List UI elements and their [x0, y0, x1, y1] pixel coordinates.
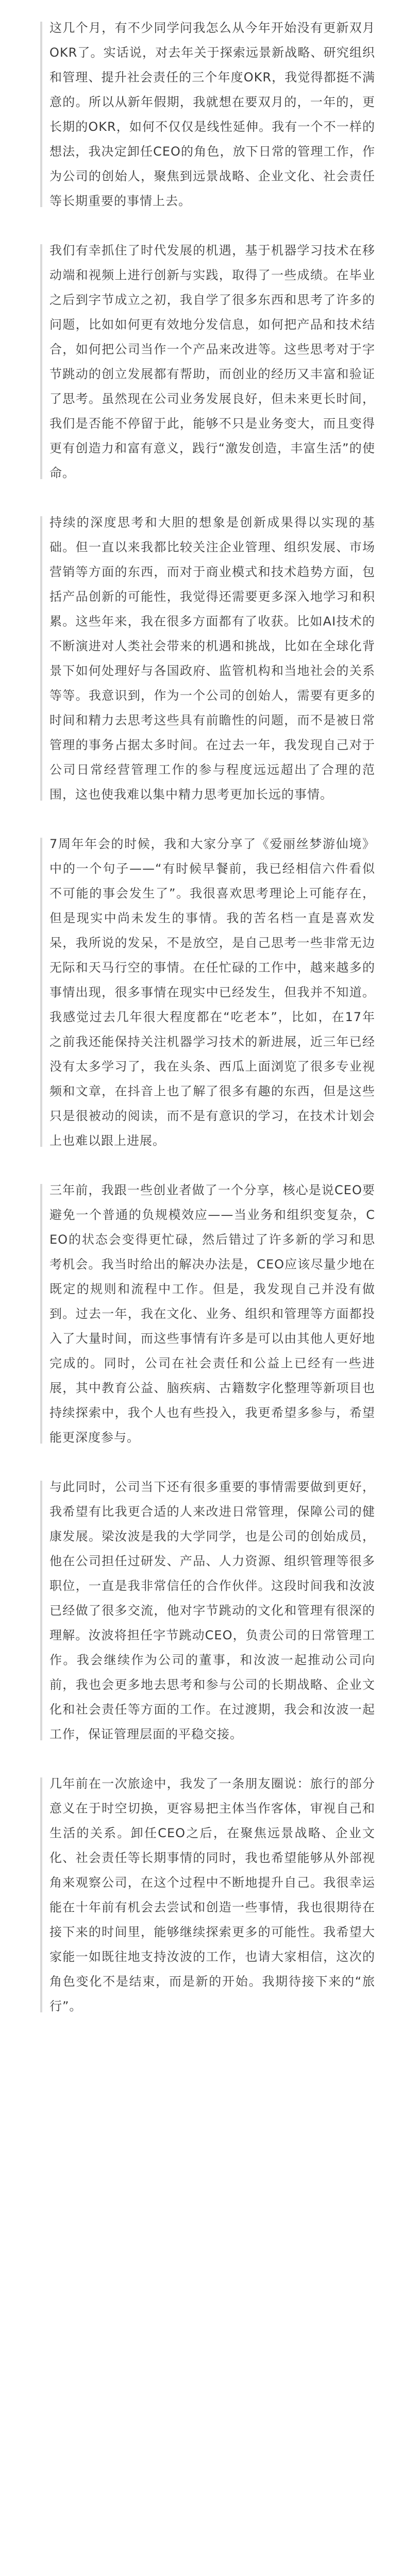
- paragraph-7: 几年前在一次旅途中，我发了一条朋友圈说：旅行的部分意义在于时空切换，更容易把主体当作客体，审视自己和生活的关系。卸任CEO之后，在聚焦远景战略、企业文化、社会责任等长期事情的同时，我也希望能够从外部视角来观察公司，在这个过程中不断地提升自己。我很幸运能在十年前有机会去尝试和创造一些事情，我也很期待在接下来的时间里，能够继续探索更多的可能性。我希望大家能一如既往地支持汝波的工作，也请大家相信，这次的角色变化不是结束，而是新的开始。我期待接下来的“旅行”。: [40, 1771, 375, 2019]
- paragraph-3: 持续的深度思考和大胆的想象是创新成果得以实现的基础。但一直以来我都比较关注企业管理、组织发展、市场营销等方面的东西，而对于商业模式和技术趋势方面，包括产品创新的可能性，我觉得还需要更多深入地学习和积累。这些年来，我在很多方面都有了收获。比如AI技术的不断演进对人类社会带来的机遇和挑战，比如在全球化背景下如何处理好与各国政府、监管机构和当地社会的关系等等。我意识到，作为一个公司的创始人，需要有更多的时间和精力去思考这些具有前瞻性的问题，而不是被日常管理的事务占据太多时间。在过去一年，我发现自己对于公司日常经营管理工作的参与程度远远超出了合理的范围，这也使我难以集中精力思考更加长远的事情。: [40, 510, 375, 807]
- paragraph-4: 7周年年会的时候，我和大家分享了《爱丽丝梦游仙境》中的一个句子——“有时候早餐前，我已经相信六件看似不可能的事会发生了”。我很喜欢思考理论上可能存在，但是现实中尚未发生的事情。我的苦名档一直是喜欢发呆，我所说的发呆，不是放空，是自己思考一些非常无边无际和天马行空的事情。在任忙碌的工作中，越来越多的事情出现，很多事情在现实中已经发生，但我并不知道。我感觉过去几年很大程度都在“吃老本”，比如，在17年之前我还能保持关注机器学习技术的新进展，近三年已经没有太多学习了，我在头条、西瓜上面浏览了很多专业视频和文章，在抖音上也了解了很多有趣的东西，但是这些只是很被动的阅读，而不是有意识的学习，在技术计划会上也难以跟上进展。: [40, 832, 375, 1153]
- paragraph-2: 我们有幸抓住了时代发展的机遇，基于机器学习技术在移动端和视频上进行创新与实践，取得了一些成绩。在毕业之后到字节成立之初，我自学了很多东西和思考了许多的问题，比如如何更有效地分发信息，如何把产品和技术结合，如何把公司当作一个产品来改进等。这些思考对于字节跳动的创立发展都有帮助，而创业的经历又丰富和验证了思考。虽然现在公司业务发展良好，但未来更长时间，我们是否能不停留于此，能够不只是业务变大，而且变得更有创造力和富有意义，践行“激发创造，丰富生活”的使命。: [40, 238, 375, 485]
- paragraph-6: 与此同时，公司当下还有很多重要的事情需要做到更好，我希望有比我更合适的人来改进日常管理，保障公司的健康发展。梁汝波是我的大学同学，也是公司的创始成员，他在公司担任过研发、产品、人力资源、组织管理等很多职位，一直是我非常信任的合作伙伴。这段时间我和汝波已经做了很多交流，他对字节跳动的文化和管理有很深的理解。汝波将担任字节跳动CEO，负责公司的日常管理工作。我会继续作为公司的董事，和汝波一起推动公司向前，我也会更多地去思考和参与公司的长期战略、企业文化和社会责任等方面的工作。在过渡期，我会和汝波一起工作，保证管理层面的平稳交接。: [40, 1475, 375, 1747]
- paragraph-1: 这几个月，有不少同学问我怎么从今年开始没有更新双月OKR了。实话说，对去年关于探索远景新战略、研究组织和管理、提升社会责任的三个年度OKR，我觉得都挺不满意的。所以从新年假期，我就想在要双月的，一年的，更长期的OKR，如何不仅仅是线性延伸。我有一个不一样的想法，我决定卸任CEO的角色，放下日常的管理工作，作为公司的创始人，聚焦到远景战略、企业文化、社会责任等长期重要的事情上去。: [40, 15, 375, 213]
- paragraph-5: 三年前，我跟一些创业者做了一个分享，核心是说CEO要避免一个普通的负规模效应——当业务和组织变复杂，CEO的状态会变得更忙碌，然后错过了许多新的学习和思考机会。我当时给出的解决办法是，CEO应该尽量少地在既定的规则和流程中工作。但是，我发现自己并没有做到。过去一年，我在文化、业务、组织和管理等方面都投入了大量时间，而这些事情有许多是可以由其他人更好地完成的。同时，公司在社会责任和公益上已经有一些进展，其中教育公益、脑疾病、古籍数字化整理等新项目也持续探索中，我个人也有些投入，我更希望多参与，希望能更深度参与。: [40, 1178, 375, 1450]
